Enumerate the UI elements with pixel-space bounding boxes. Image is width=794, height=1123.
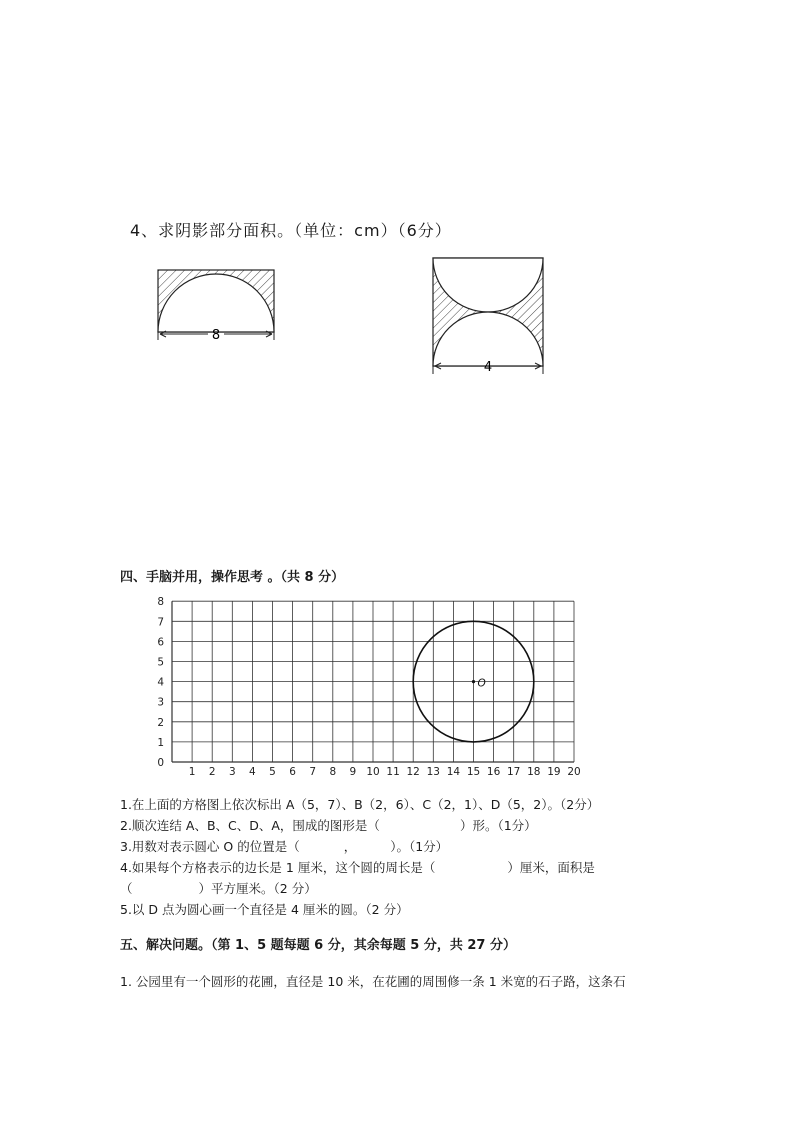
- task-3: [120, 837, 448, 855]
- task-3-sep: ，: [343, 839, 357, 854]
- y-tick-label: 7: [157, 616, 164, 629]
- x-tick-label: 15: [466, 766, 481, 778]
- task-4-cont: [120, 879, 317, 897]
- x-tick-label: 3: [228, 766, 236, 778]
- task-3-text-b: ）。（1分）: [390, 839, 449, 854]
- section-5-title: 五、解决问题。（第 1、5 题每题 6 分，其余每题 5 分，共 27 分）: [120, 938, 516, 953]
- problem-1: 1. 公园里有一个圆形的花圃，直径是 10 米，在花圃的周围修一条 1 米宽的石子路，这条石: [120, 974, 626, 989]
- y-tick-label: 4: [157, 676, 164, 689]
- x-tick-label: 14: [446, 766, 461, 778]
- circle-center-dot: [472, 680, 475, 683]
- x-tick-label: 6: [289, 766, 296, 778]
- circle-center-label: O: [477, 677, 486, 690]
- figure-rect-semicircle: [150, 262, 284, 344]
- x-tick-label: 11: [386, 766, 400, 778]
- figure-square-two-semicircles: [426, 250, 550, 376]
- y-tick-label: 0: [157, 757, 164, 769]
- task-5: 5.以 D 点为圆心画一个直径是 4 厘米的圆。（2 分）: [120, 902, 409, 917]
- x-tick-label: 5: [269, 766, 276, 778]
- x-tick-label: 16: [486, 766, 501, 778]
- question-4-title: 4、求阴影部分面积。（单位：cm）（6分）: [130, 221, 452, 240]
- task-4-text-d: ）平方厘米。（2 分）: [198, 881, 317, 896]
- x-tick-label: 9: [349, 766, 357, 778]
- task-4-text-c: （: [120, 881, 133, 896]
- y-tick-label: 5: [157, 656, 164, 669]
- task-2-text-b: ）形。（1分）: [459, 818, 537, 833]
- x-tick-label: 10: [366, 766, 380, 778]
- y-tick-label: 8: [157, 596, 164, 609]
- x-tick-label: 1: [188, 766, 196, 778]
- task-2: [120, 816, 537, 834]
- x-tick-label: 8: [329, 766, 337, 778]
- x-tick-label: 13: [426, 766, 440, 778]
- x-tick-label: 20: [567, 766, 581, 778]
- task-4-text-b: ）厘米，面积是: [507, 860, 595, 875]
- coordinate-grid: [150, 596, 590, 782]
- task-4: [120, 858, 595, 876]
- y-tick-label: 2: [157, 716, 164, 729]
- fig1-length-label: 8: [211, 328, 221, 343]
- y-tick-label: 1: [157, 736, 164, 749]
- x-tick-label: 4: [249, 766, 256, 778]
- x-tick-label: 17: [507, 766, 521, 778]
- y-tick-label: 6: [157, 636, 164, 649]
- x-tick-label: 12: [406, 766, 420, 778]
- x-tick-label: 7: [309, 766, 317, 778]
- fig2-length-label: 4: [483, 360, 493, 375]
- task-4-text-a: 4.如果每个方格表示的边长是 1 厘米，这个圆的周长是（: [120, 860, 436, 875]
- task-3-text-a: 3.用数对表示圆心 O 的位置是（: [120, 839, 300, 854]
- x-tick-label: 18: [527, 766, 541, 778]
- x-tick-label: 19: [547, 766, 561, 778]
- task-2-text-a: 2.顺次连结 A、B、C、D、A，围成的图形是（: [120, 818, 380, 833]
- section-4-title: 四、手脑并用，操作思考 。（共 8 分）: [120, 570, 345, 585]
- x-tick-label: 2: [208, 766, 216, 778]
- task-1: 1.在上面的方格图上依次标出 A（5，7）、B（2，6）、C（2，1）、D（5，2）。（2分）: [120, 797, 600, 812]
- y-tick-label: 3: [157, 696, 164, 709]
